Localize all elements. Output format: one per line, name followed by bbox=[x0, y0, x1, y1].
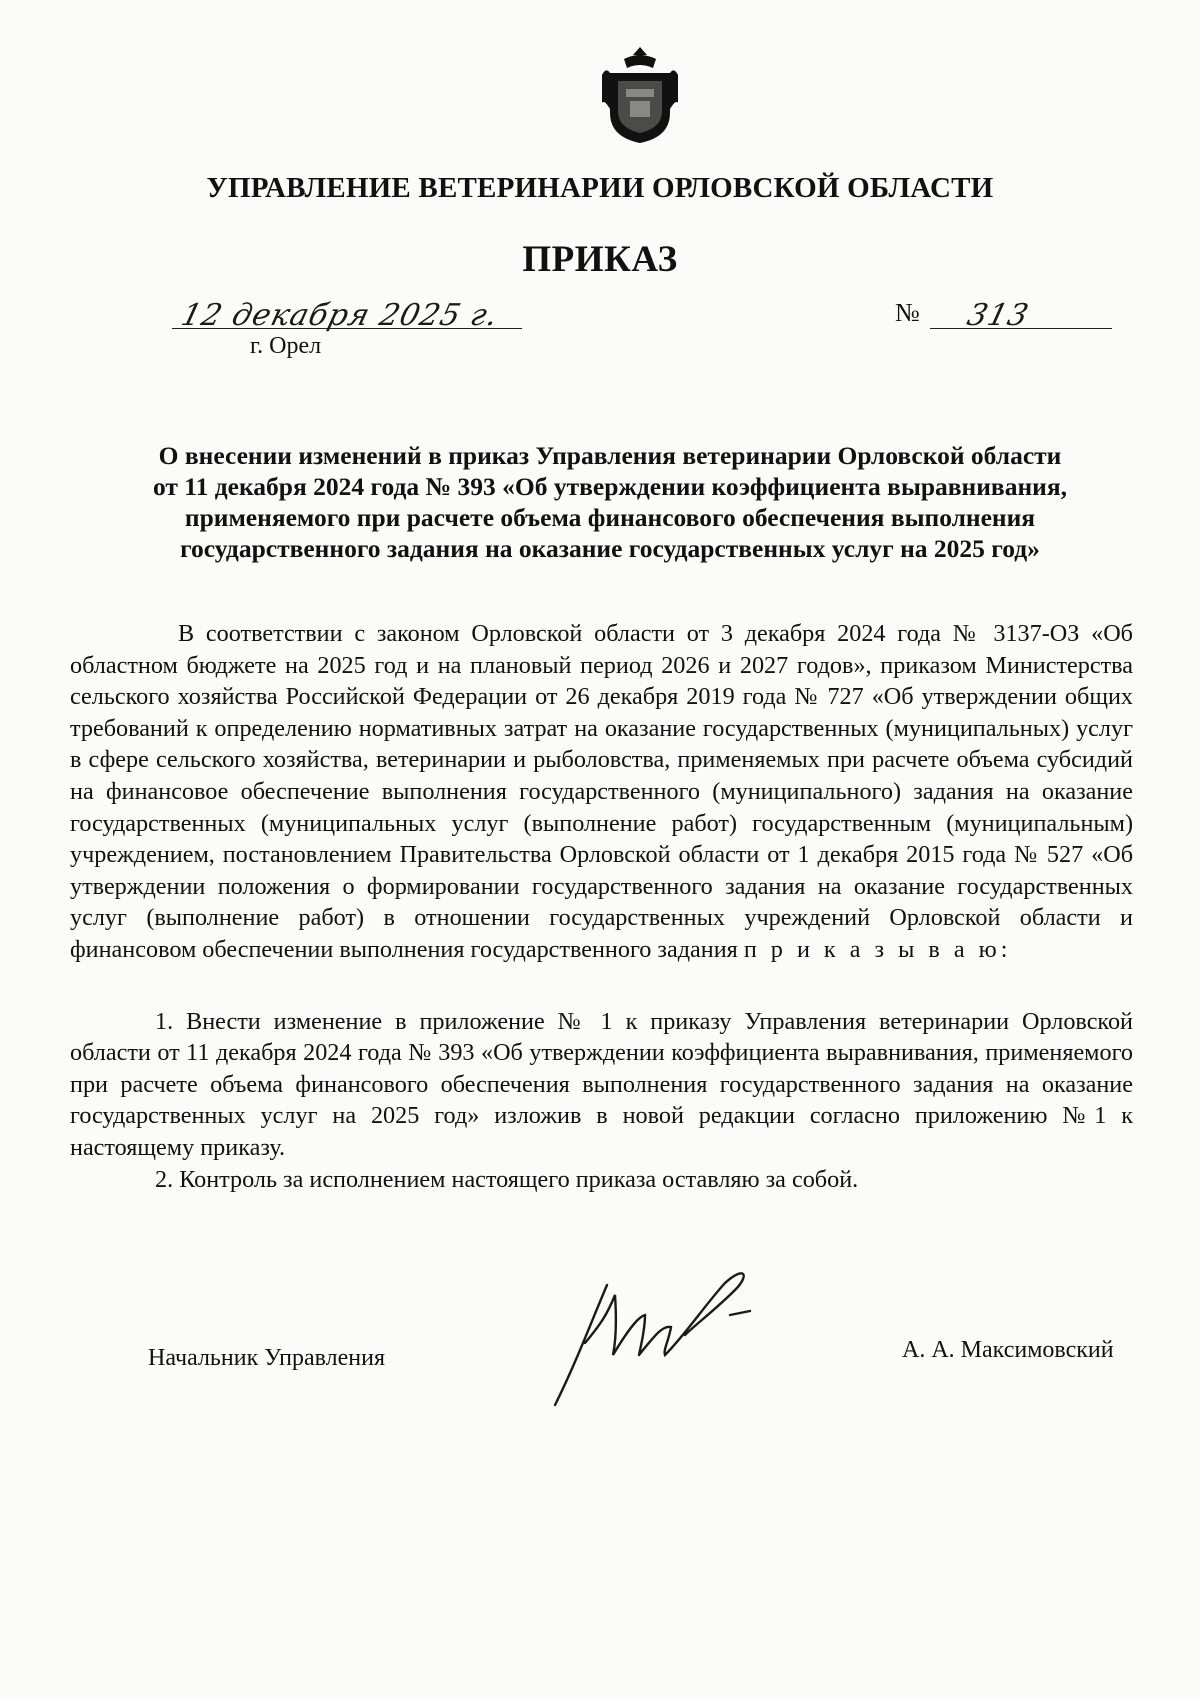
preamble-text: В соответствии с законом Орловской области от 3 декабря 2024 года № 3137-ОЗ «Об областном бюджете на 2025 год и на плановый период 2026 и 2027 годов», приказом Министерства сельского хозяйства Российской Федерации от 26 декабря 2019 года № 727 «Об утверждении общих требований к определению нормативных затрат на оказание государственных (муниципальных) услуг в сфере сельского хозяйства, ветеринарии и рыболовства, применяемых при расчете объема субсидий на финансовое обеспечение выполнения государственного (муниципального) задания на оказание государственных (муниципальных услуг (выполнение работ) государственным (муниципальным) учреждением, постановлением Правительства Орловской области от 1 декабря 2015 года № 527 «Об утверждении положения о формировании государственного задания на оказание государственных услуг (выполнение работ) в отношении государственных учреждений Орловской области и финансовом обеспечении выполнения государственного задания bbox=[70, 620, 1133, 963]
preamble-paragraph bbox=[70, 618, 1133, 966]
signatory-name: А. А. Максимовский bbox=[902, 1337, 1114, 1363]
handwritten-signature bbox=[545, 1255, 775, 1415]
order-item-1: 1. Внести изменение в приложение № 1 к приказу Управления ветеринарии Орловской области от 11 декабря 2024 года № 393 «Об утверждении коэффициента выравнивания, применяемого при расчете объема финансового обеспечения выполнения государственного задания на оказание государственных услуг на 2025 год» изложив в новой редакции согласно приложению №1 к настоящему приказу. bbox=[70, 1007, 1133, 1161]
handwritten-date: 12 декабря 2025 г. bbox=[177, 298, 503, 333]
number-label: № bbox=[895, 298, 920, 327]
order-item-2: 2. Контроль за исполнением настоящего приказа оставляю за собой. bbox=[155, 1165, 859, 1193]
orel-coat-of-arms-icon bbox=[600, 45, 680, 145]
paragraph-gap bbox=[70, 966, 1133, 1006]
document-type-heading: ПРИКАЗ bbox=[522, 239, 678, 280]
handwritten-number: 313 bbox=[963, 298, 1033, 333]
organization-heading: УПРАВЛЕНИЕ ВЕТЕРИНАРИИ ОРЛОВСКОЙ ОБЛАСТИ bbox=[206, 172, 994, 204]
document-title: О внесении изменений в приказ Управления ветеринарии Орловской области от 11 декабря 2024 года № 393 «Об утверждении коэффициента выравнивания, применяемого при расчете объема финансового обеспечения выполнения государственного задания на оказание государственных услуг на 2025 год» bbox=[152, 441, 1068, 563]
signatory-position: Начальник Управления bbox=[148, 1345, 385, 1371]
city-label: г. Орел bbox=[250, 333, 322, 359]
order-word: п р и к а з ы в а ю: bbox=[743, 935, 1012, 963]
document-body bbox=[70, 618, 1133, 1195]
